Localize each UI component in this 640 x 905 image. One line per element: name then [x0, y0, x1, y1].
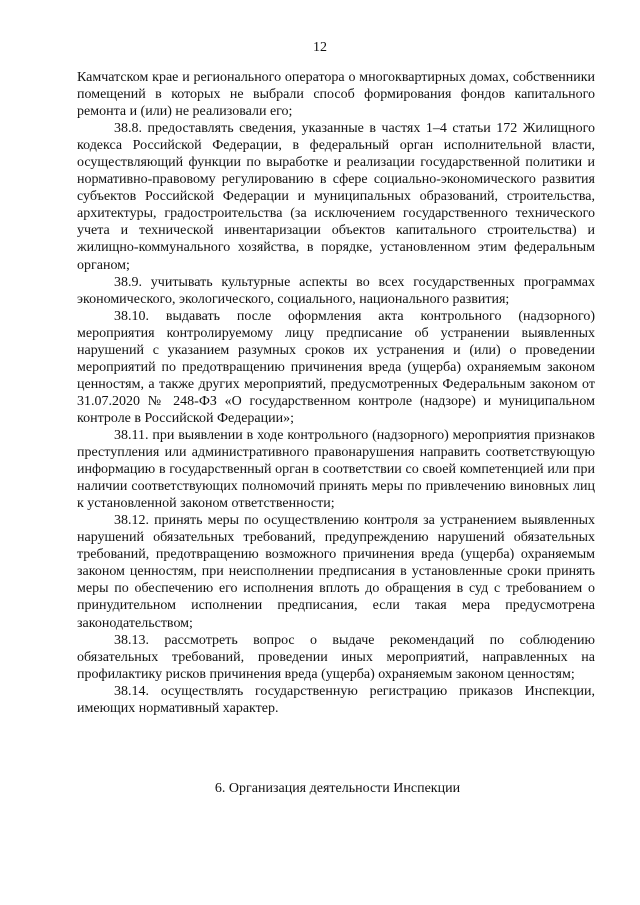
paragraph-38-11: 38.11. при выявлении в ходе контрольного (надзорного) мероприятия признаков преступления или административного правонарушения направить соответствующую информацию в государственный орган в соответствии со своей компетенцией или при наличии соответствующих полномочий принять меры по привлечению виновных лиц к установленной законом ответственности; [77, 427, 595, 512]
paragraph-38-13: 38.13. рассмотреть вопрос о выдаче рекомендаций по соблюдению обязательных требований, проведении иных мероприятий, направленных на профилактику рисков причинения вреда (ущерба) охраняемым законом ценностям; [77, 632, 595, 682]
paragraph-38-8: 38.8. предоставлять сведения, указанные в частях 1–4 статьи 172 Жилищного кодекса Российской Федерации, в федеральный орган исполнительной власти, осуществляющий функции по выработке и реализации государственной политики и нормативно-правовому регулированию в сфере социально-экономического развития субъектов Российской Федерации и муниципальных образований, строительства, архитектуры, градостроительства (за исключением государственного технического учета и технической инвентаризации объектов капитального строительства) и жилищно-коммунального хозяйства, в порядке, установленном этим федеральным органом; [77, 121, 595, 273]
page-number: 12 [313, 40, 327, 55]
section-heading: 6. Организация деятельности Инспекции [214, 781, 461, 796]
paragraph-38-9: 38.9. учитывать культурные аспекты во всех государственных программах экономического, экологического, социального, национального развития; [77, 274, 595, 307]
paragraph-38-10: 38.10. выдавать после оформления акта контрольного (надзорного) мероприятия контролируемому лицу предписание об устранении выявленных нарушений с указанием разумных сроков их устранения и (или) о проведении мероприятий по предотвращению причинения вреда (ущерба) охраняемым законом ценностям, а также других мероприятий, предусмотренных Федеральным законом от 31.07.2020 № 248-ФЗ «О государственном контроле (надзоре) и муниципальном контроле в Российской Федерации»; [77, 308, 595, 426]
paragraph-continuation: Камчатском крае и регионального оператора о многоквартирных домах, собственники помещений в которых не выбрали способ формирования фондов капитального ремонта и (или) не реализовали его; [77, 70, 595, 120]
document-body [77, 69, 595, 717]
paragraph-38-14: 38.14. осуществлять государственную регистрацию приказов Инспекции, имеющих нормативный характер. [77, 683, 595, 716]
paragraph-38-12: 38.12. принять меры по осуществлению контроля за устранением выявленных нарушений обязательных требований, предупреждению нарушений обязательных требований, предотвращению возможного причинения вреда (ущерба) охраняемым законом ценностям, при неисполнении предписания в установленные сроки принять меры по обеспечению его исполнения вплоть до обращения в суд с требованием о принудительном исполнении предписания, если такая мера предусмотрена законодательством; [77, 513, 595, 631]
